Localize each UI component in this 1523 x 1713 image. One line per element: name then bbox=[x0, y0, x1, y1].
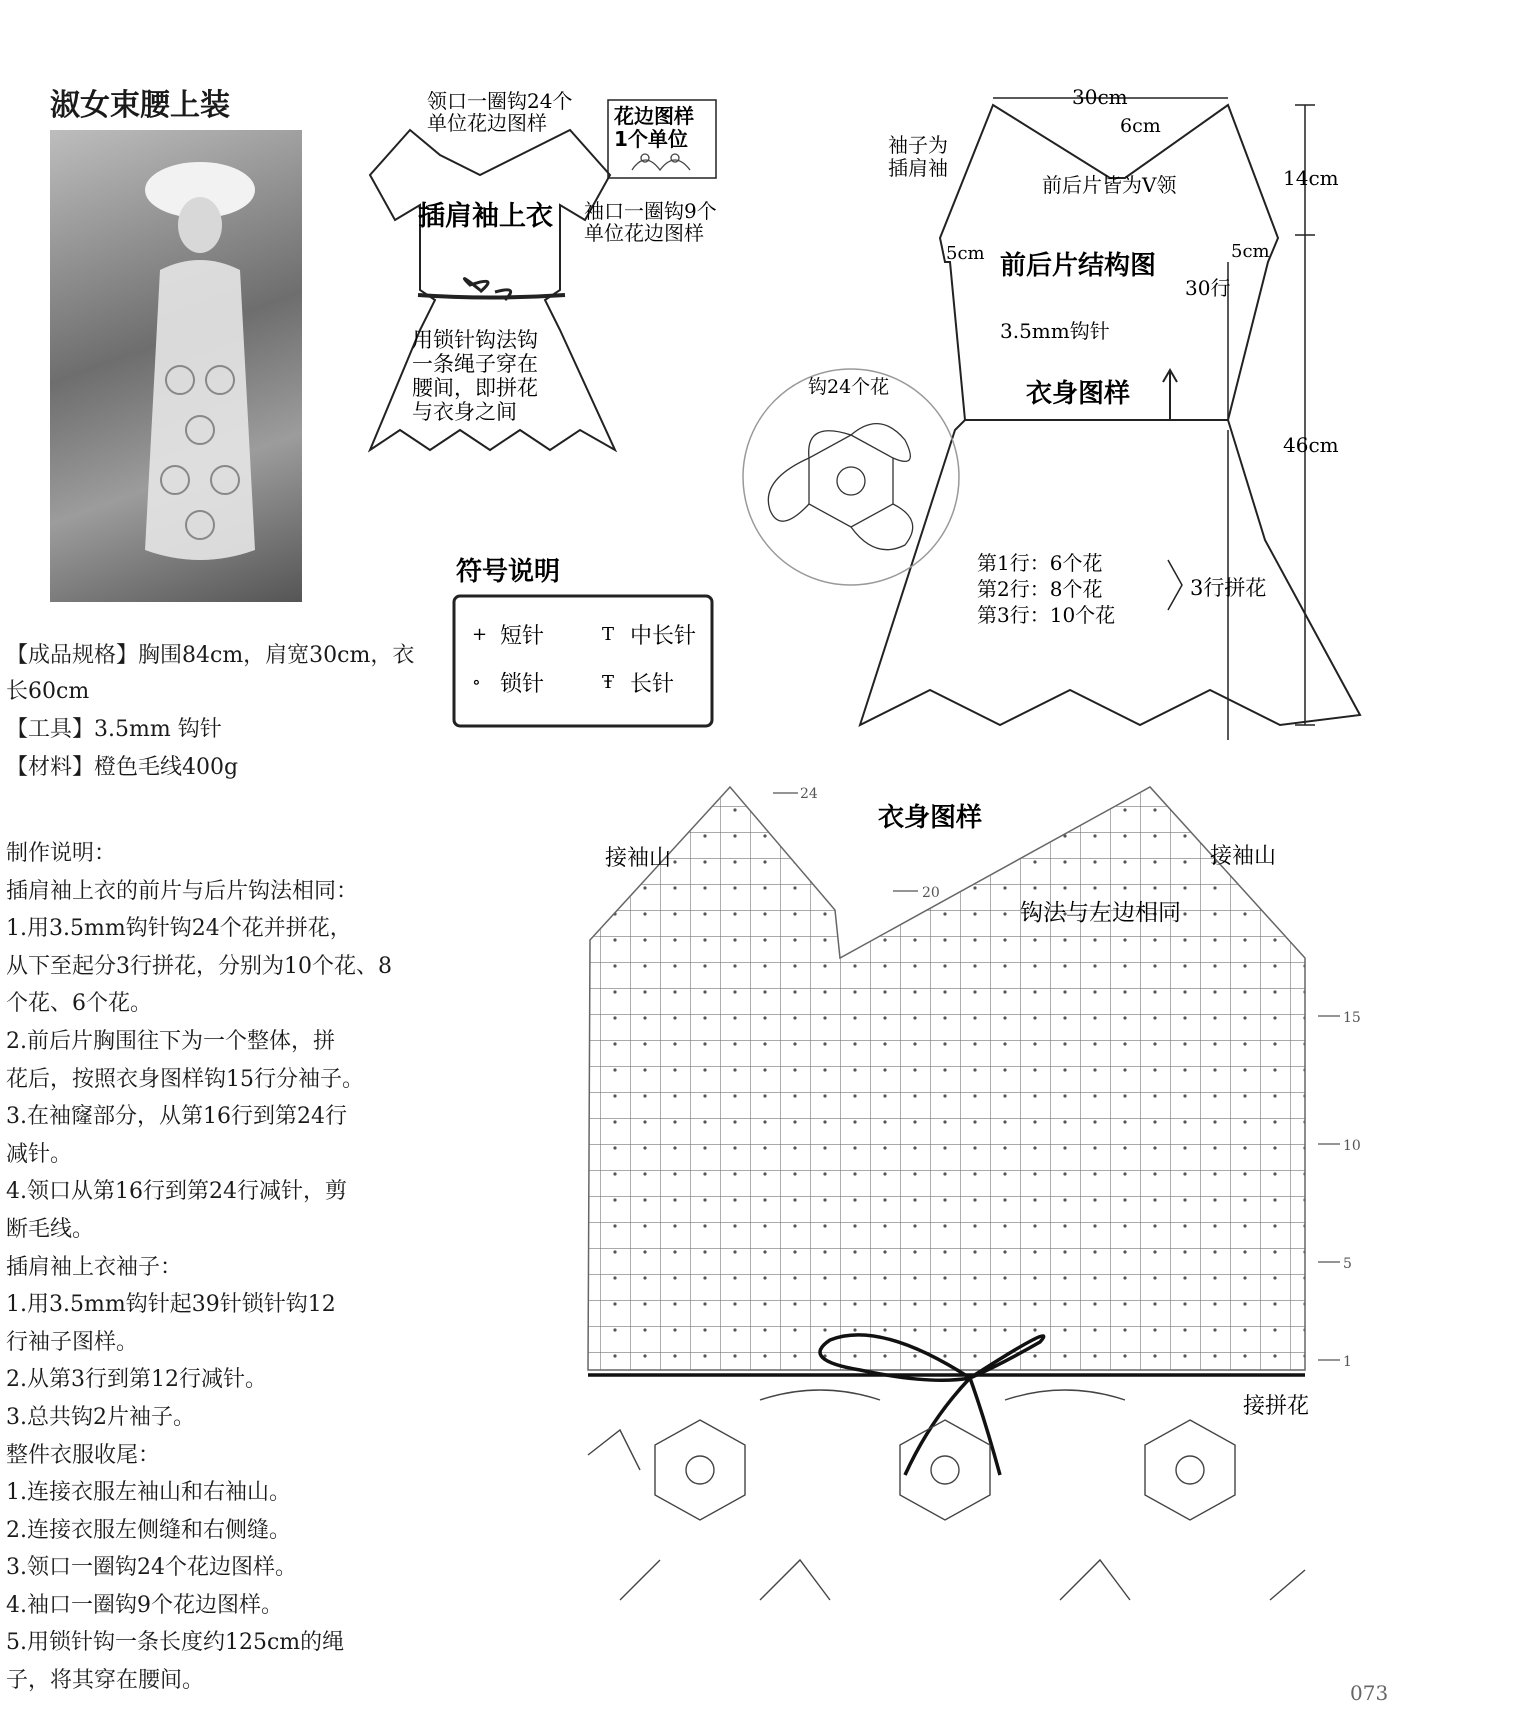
spec-size: 【成品规格】胸围84cm，肩宽30cm，衣 bbox=[6, 643, 415, 668]
chart-join: 接拼花 bbox=[1243, 1394, 1310, 1419]
legend-symbol-half-double: T bbox=[602, 624, 615, 645]
motif-note: 钩24个花 bbox=[808, 376, 890, 398]
legend-label-half-double: 中长针 bbox=[630, 624, 697, 649]
instr-line: 2.连接衣服左侧缝和右侧缝。 bbox=[6, 1517, 291, 1543]
instr-line: 插肩袖上衣的前片与后片钩法相同： bbox=[6, 878, 359, 904]
instr-line: 3.总共钩2片袖子。 bbox=[6, 1404, 195, 1430]
legend-label-short: 短针 bbox=[500, 624, 545, 649]
instr-line: 从下至起分3行拼花，分别为10个花、8 bbox=[6, 953, 392, 979]
spec-materials: 【材料】橙色毛线400g bbox=[6, 755, 239, 780]
dim-yoke: 14cm bbox=[1283, 166, 1339, 190]
cuff-note-line2: 单位花边图样 bbox=[584, 221, 704, 245]
instr-line: 花后，按照衣身图样钩15行分袖子。 bbox=[6, 1066, 364, 1092]
row-marker-15: 15 bbox=[1343, 1010, 1361, 1026]
row-marker-10: 10 bbox=[1343, 1138, 1361, 1154]
legend-title: 符号说明 bbox=[456, 557, 561, 587]
spec-size-cont: 长60cm bbox=[6, 679, 90, 704]
dim-neck-depth: 6cm bbox=[1120, 115, 1161, 137]
rope-note-line2: 一条绳子穿在 bbox=[412, 352, 538, 376]
instr-line: 2.从第3行到第12行减针。 bbox=[6, 1367, 267, 1393]
chart-flower-motifs bbox=[588, 1390, 1305, 1600]
instr-line: 5.用锁针钩一条长度约125cm的绳 bbox=[6, 1630, 345, 1656]
rope-note-line4: 与衣身之间 bbox=[412, 400, 517, 424]
flower-total: 3行拼花 bbox=[1190, 576, 1267, 600]
instr-line: 1.连接衣服左袖山和右袖山。 bbox=[6, 1480, 291, 1506]
instr-line: 个花、6个花。 bbox=[6, 991, 152, 1017]
row-marker-20: 20 bbox=[922, 885, 940, 901]
row-marker-24: 24 bbox=[800, 786, 818, 802]
sleeve-note-line2: 插肩袖 bbox=[888, 156, 948, 180]
edge-box-line2: 1个单位 bbox=[614, 127, 688, 151]
instr-line: 子，将其穿在腰间。 bbox=[6, 1668, 205, 1694]
flower-motif-icon bbox=[768, 424, 912, 550]
instr-line: 1.用3.5mm钩针起39针锁针钩12 bbox=[6, 1292, 336, 1318]
v-neck-note: 前后片皆为V领 bbox=[1042, 173, 1177, 197]
chart-same-note: 钩法与左边相同 bbox=[1020, 900, 1181, 926]
chart-right-sleeve: 接袖山 bbox=[1210, 844, 1277, 869]
crochet-chart bbox=[588, 787, 1305, 1475]
instr-line: 整件衣服收尾： bbox=[6, 1442, 161, 1468]
motif-circle bbox=[743, 369, 959, 585]
instr-line: 减针。 bbox=[6, 1141, 73, 1167]
neck-note-line1: 领口一圈钩24个 bbox=[427, 89, 573, 113]
edge-box-line1: 花边图样 bbox=[614, 104, 694, 128]
instr-line: 3.在袖窿部分，从第16行到第24行 bbox=[6, 1104, 347, 1130]
sleeve-note-line1: 袖子为 bbox=[888, 133, 948, 157]
spec-tools: 【工具】3.5mm 钩针 bbox=[6, 717, 222, 742]
rope-note-line1: 用锁针钩法钩 bbox=[412, 328, 538, 352]
dim-shoulder: 30cm bbox=[1072, 85, 1128, 109]
page-title: 淑女束腰上装 bbox=[50, 88, 230, 123]
instr-line: 行袖子图样。 bbox=[6, 1329, 139, 1355]
page-number: 073 bbox=[1350, 1681, 1389, 1705]
flower-row-3: 第3行：10个花 bbox=[977, 603, 1116, 627]
cuff-note-line1: 袖口一圈钩9个 bbox=[584, 199, 717, 223]
flower-row-2: 第2行：8个花 bbox=[977, 577, 1103, 601]
flower-row-1: 第1行：6个花 bbox=[977, 551, 1103, 575]
legend-symbol-double: Ŧ bbox=[602, 672, 615, 693]
chart-title: 衣身图样 bbox=[878, 803, 983, 833]
instr-line: 4.领口从第16行到第24行减针，剪 bbox=[6, 1179, 347, 1205]
instr-line: 断毛线。 bbox=[6, 1216, 95, 1242]
edge-motif-icon bbox=[632, 154, 690, 170]
row-marker-1: 1 bbox=[1343, 1354, 1352, 1370]
legend-label-chain: 锁针 bbox=[500, 672, 545, 697]
dim-rows: 30行 bbox=[1185, 276, 1231, 300]
legend-symbol-short: + bbox=[472, 624, 488, 645]
dim-left-indent: 5cm bbox=[946, 243, 985, 264]
pattern-label: 衣身图样 bbox=[1026, 379, 1131, 409]
hook-size: 3.5mm钩针 bbox=[1000, 319, 1110, 343]
legend-symbol-chain: ∘ bbox=[472, 672, 481, 693]
dim-right-indent: 5cm bbox=[1231, 241, 1270, 262]
dim-body: 46cm bbox=[1283, 433, 1339, 457]
instr-line: 2.前后片胸围往下为一个整体，拼 bbox=[6, 1028, 335, 1054]
instr-line: 3.领口一圈钩24个花边图样。 bbox=[6, 1555, 297, 1581]
legend-label-double: 长针 bbox=[630, 672, 675, 697]
structure-title: 前后片结构图 bbox=[1000, 251, 1157, 281]
neck-note-line2: 单位花边图样 bbox=[427, 111, 547, 135]
instr-line: 制作说明： bbox=[6, 841, 117, 866]
instr-line: 4.袖口一圈钩9个花边图样。 bbox=[6, 1592, 283, 1618]
row-marker-5: 5 bbox=[1343, 1256, 1352, 1272]
legend-box bbox=[454, 596, 712, 726]
rope-note-line3: 腰间，即拼花 bbox=[412, 376, 538, 400]
instr-line: 1.用3.5mm钩针钩24个花并拼花， bbox=[6, 916, 352, 942]
chart-left-sleeve: 接袖山 bbox=[605, 846, 672, 871]
instr-line: 插肩袖上衣袖子： bbox=[6, 1254, 183, 1280]
sketch-label: 插肩袖上衣 bbox=[418, 201, 553, 232]
